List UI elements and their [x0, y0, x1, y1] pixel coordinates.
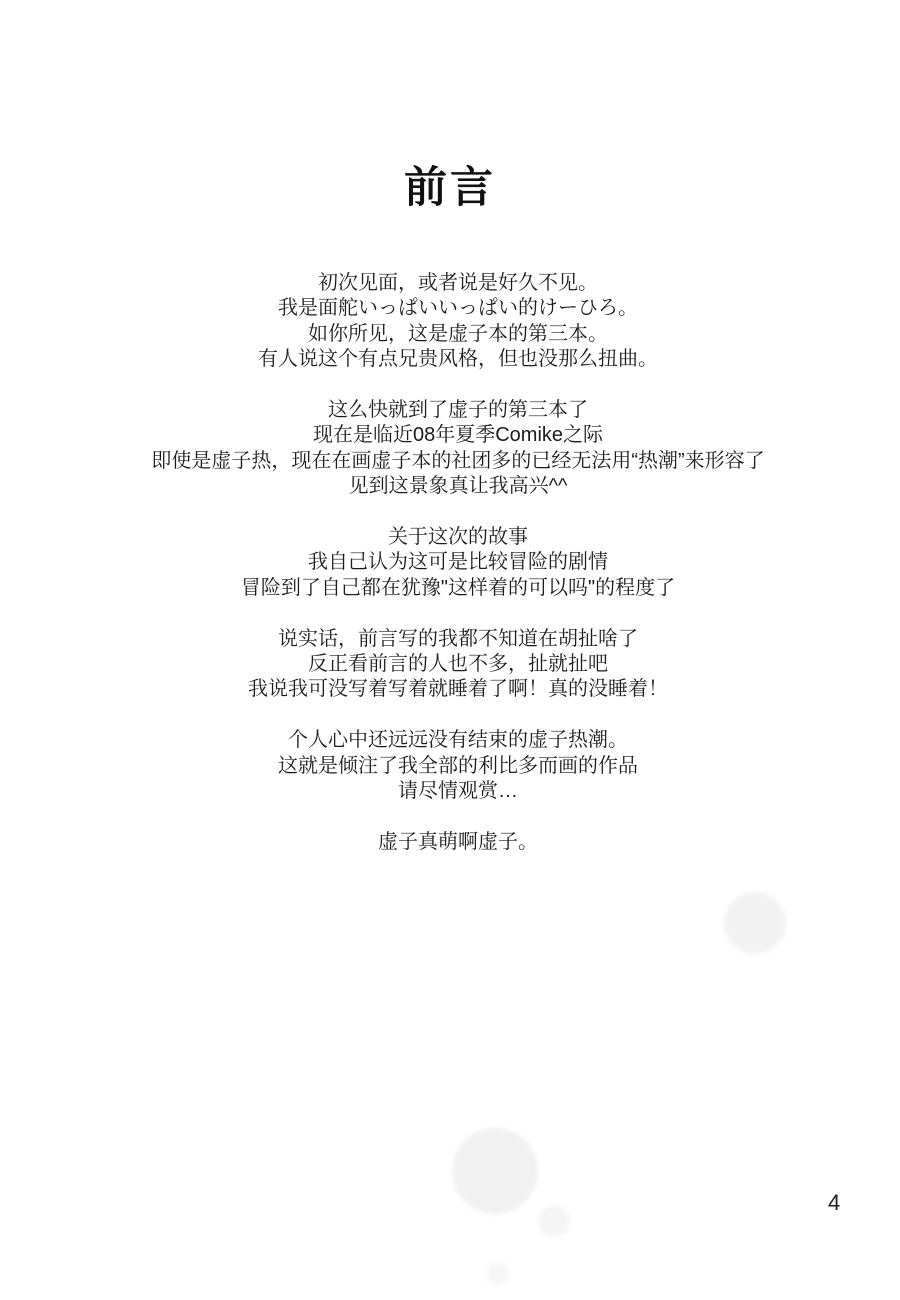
text-line: 虚子真萌啊虚子。 [378, 830, 538, 853]
scan-smudge [724, 892, 786, 954]
text-line: 见到这景象真让我高兴^^ [348, 475, 568, 498]
text-line: 现在是临近08年夏季Comike之际 [312, 424, 604, 447]
paragraph-story [0, 525, 900, 601]
scan-smudge [452, 1128, 538, 1214]
text-line: 初次见面，或者说是好久不见。 [318, 272, 598, 294]
text-line: 如你所见，这是虚子本的第三本。 [308, 322, 608, 345]
page-number: 4 [828, 1190, 841, 1215]
text-line: 有人说这个有点兄贵风格，但也没那么扭曲。 [258, 348, 658, 371]
preface-body [0, 271, 900, 855]
text-line: 冒险到了自己都在犹豫"这样着的可以吗"的程度了 [240, 576, 676, 599]
text-line: 请尽情观赏… [398, 780, 518, 803]
paragraph-greeting [0, 271, 900, 373]
text-line: 反正看前言的人也不多，扯就扯吧 [308, 653, 608, 676]
text-line: 个人心中还远远没有结束的虚子热潮。 [288, 729, 628, 752]
scan-smudge [538, 1205, 570, 1237]
scan-smudge [486, 1262, 510, 1286]
paragraph-enjoy [0, 728, 900, 804]
page-title: 前言 [404, 164, 496, 212]
text-line: 我自己认为这可是比较冒险的剧情 [308, 551, 608, 574]
text-line: 关于这次的故事 [388, 526, 528, 549]
text-line: 即使是虚子热，现在在画虚子本的社团多的已经无法用“热潮”来形容了 [151, 449, 765, 472]
text-line: 这么快就到了虚子的第三本了 [328, 399, 588, 422]
paragraph-comike [0, 398, 900, 500]
text-line: 我说我可没写着写着就睡着了啊！真的没睡着！ [248, 678, 668, 701]
paragraph-rambling [0, 627, 900, 703]
text-line: 这就是倾注了我全部的利比多而画的作品 [278, 754, 638, 777]
paragraph-closing [0, 830, 900, 855]
text-line: 说实话，前言写的我都不知道在胡扯啥了 [278, 627, 638, 650]
text-line: 我是面舵いっぱいいっぱい的けーひろ。 [278, 297, 638, 320]
